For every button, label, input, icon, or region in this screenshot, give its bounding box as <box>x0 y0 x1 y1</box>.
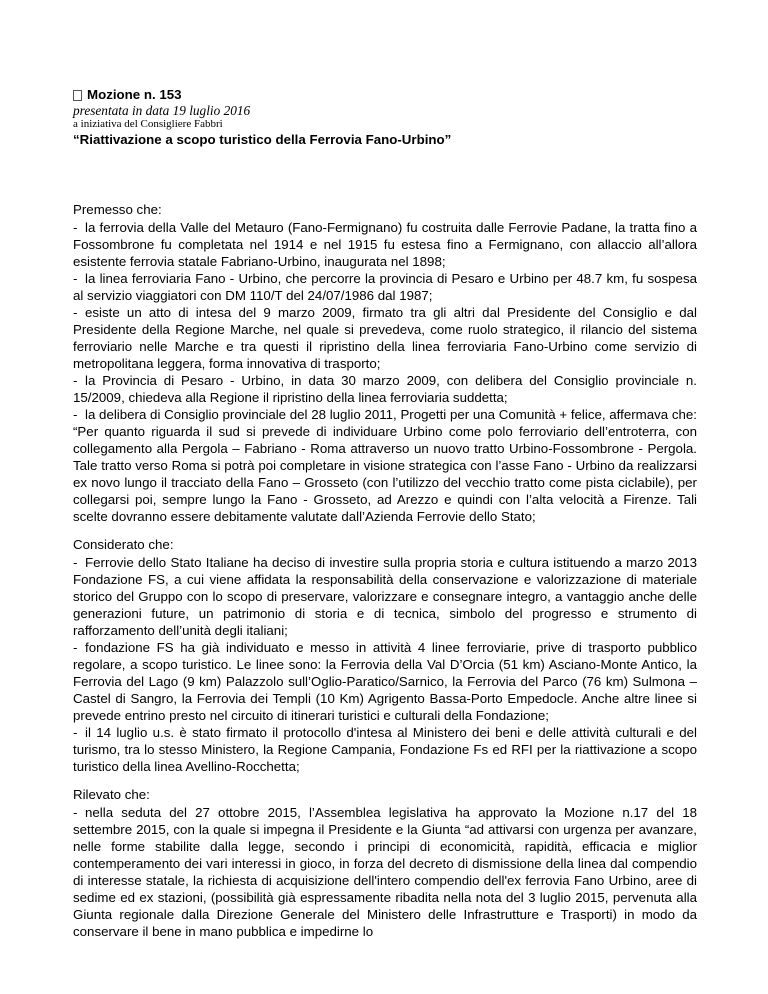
dash-bullet-icon: - <box>73 373 78 388</box>
checkbox-icon <box>73 90 82 101</box>
dash-bullet-icon: - <box>73 805 78 820</box>
list-item <box>73 724 697 775</box>
list-item <box>73 270 697 304</box>
list-item-text: la ferrovia della Valle del Metauro (Fano-Fermignano) fu costruita dalle Ferrovie Padane, la tratta fino a Fossombrone fu completata nel 1914 e nel 1915 fu estesa fino a Fermignano, con allaccio all’allora esistente ferrovia statale Fabriano-Urbino, inaugurata nel 1898; <box>73 220 697 269</box>
motion-body <box>73 201 697 940</box>
dash-bullet-icon: - <box>73 555 78 570</box>
list-item <box>73 639 697 724</box>
list-item-text: la Provincia di Pesaro - Urbino, in data 30 marzo 2009, con delibera del Consiglio provinciale n. 15/2009, chiedeva alla Regione il ripristino della linea ferroviaria suddetta; <box>73 373 697 405</box>
dash-bullet-icon: - <box>73 725 78 740</box>
list-item-text: esiste un atto di intesa del 9 marzo 2009, firmato tra gli altri dal Presidente del Consiglio e dal Presidente della Regione Marche, nel quale si prevedeva, come ruolo strategico, il rilancio del sistema ferroviario nelle Marche e tra questi il ripristino della linea ferroviaria Fano-Urbino come servizio di metropolitana leggera, forma innovativa di trasporto; <box>73 305 697 371</box>
section <box>73 786 697 940</box>
initiative-line: a iniziativa del Consigliere Fabbri <box>73 118 223 130</box>
list-item <box>73 406 697 525</box>
motion-title-text: Mozione n. 153 <box>87 87 182 102</box>
list-item-text: la delibera di Consiglio provinciale del 28 luglio 2011, Progetti per una Comunità + felice, affermava che: “Per quanto riguarda il sud si prevede di individuare Urbino come polo ferroviario dell’entroterra, con collegamento alla Pergola – Fabriano - Roma attraverso un nuovo tratto Urbino-Fossombrone - Pergola. Tale tratto verso Roma si potrà poi completare in visione strategica con l’asse Fano - Urbino da realizzarsi ex novo lungo il tracciato della Fano – Grosseto (con l’utilizzo del vecchio tratto come pista ciclabile), per collegarsi poi, sempre lungo la Fano - Grosseto, ad Arezzo e quindi con l’alta velocità a Firenze. Tali scelte dovranno essere debitamente valutate dall’Azienda Ferrovie dello Stato; <box>73 407 697 524</box>
dash-bullet-icon: - <box>73 305 78 320</box>
list-item <box>73 219 697 270</box>
dash-bullet-icon: - <box>73 640 78 655</box>
section-heading: Rilevato che: <box>73 787 150 802</box>
list-item <box>73 304 697 372</box>
document-page <box>73 87 697 951</box>
list-item <box>73 372 697 406</box>
motion-title <box>73 87 697 103</box>
list-item <box>73 804 697 940</box>
section <box>73 536 697 775</box>
dash-bullet-icon: - <box>73 407 78 422</box>
list-item <box>73 554 697 639</box>
section-heading: Premesso che: <box>73 202 162 217</box>
motion-header <box>73 87 697 148</box>
section <box>73 201 697 525</box>
list-item-text: nella seduta del 27 ottobre 2015, l’Assemblea legislativa ha approvato la Mozione n.17 del 18 settembre 2015, con la quale si impegna il Presidente e la Giunta “ad attivarsi con urgenza per avanzare, nelle forme stabilite dalla legge, secondo i principi di economicità, rapidità, efficacia e miglior contemperamento dei vari interessi in gioco, in forza del decreto di dismissione della linea dal compendio di interesse statale, la richiesta di acquisizione dell'intero compendio dell'ex ferrovia Fano Urbino, aree di sedime ed ex stazioni, (possibilità già espressamente ribadita nella nota del 3 luglio 2015, pervenuta alla Giunta regionale dalla Direzione Generale del Ministero delle Infrastrutture e Trasporti) in modo da conservare il bene in mano pubblica e impedirne lo <box>73 805 697 939</box>
list-item-text: la linea ferroviaria Fano - Urbino, che percorre la provincia di Pesaro e Urbino per 48.7 km, fu sospesa al servizio viaggiatori con DM 110/T del 24/07/1986 dal 1987; <box>73 271 697 303</box>
dash-bullet-icon: - <box>73 220 78 235</box>
dash-bullet-icon: - <box>73 271 78 286</box>
section-heading: Considerato che: <box>73 537 174 552</box>
motion-subject: “Riattivazione a scopo turistico della Ferrovia Fano-Urbino” <box>73 132 452 147</box>
list-item-text: Ferrovie dello Stato Italiane ha deciso di investire sulla propria storia e cultura istituendo a marzo 2013 Fondazione FS, a cui viene affidata la responsabilità della conservazione e valorizzazione di materiale storico del Gruppo con lo scopo di preservare, valorizzare e consegnare integro, a vantaggio anche delle generazioni future, un patrimonio di storia e di tecnica, simbolo del progresso e strumento di rafforzamento dell’unità degli italiani; <box>73 555 697 638</box>
presentation-date: presentata in data 19 luglio 2016 <box>73 103 251 118</box>
list-item-text: fondazione FS ha già individuato e messo in attività 4 linee ferroviarie, prive di trasporto pubblico regolare, a scopo turistico. Le linee sono: la Ferrovia della Val D’Orcia (51 km) Asciano-Monte Antico, la Ferrovia del Lago (9 km) Palazzolo sull’Oglio-Paratico/Sarnico, la Ferrovia del Parco (76 km) Sulmona –Castel di Sangro, la Ferrovia dei Templi (10 Km) Agrigento Bassa-Porto Empedocle. Anche altre linee si prevede entrino presto nel circuito di itinerari turistici e culturali della Fondazione; <box>73 640 697 723</box>
list-item-text: il 14 luglio u.s. è stato firmato il protocollo d'intesa al Ministero dei beni e delle attività culturali e del turismo, tra lo stesso Ministero, la Regione Campania, Fondazione Fs ed RFI per la riattivazione a scopo turistico della linea Avellino-Rocchetta; <box>73 725 697 774</box>
